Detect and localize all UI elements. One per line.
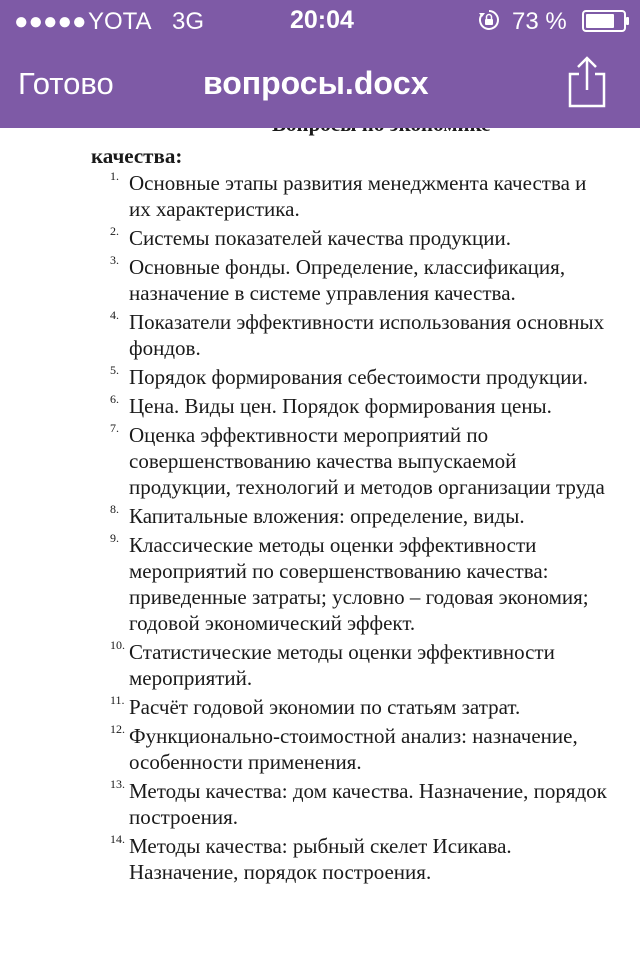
- list-item-text: Классические методы оценки эффективности мероприятий по совершенствованию качества: приведенные затраты; условно – годовая экономия; годовой экономический эффект.: [129, 533, 589, 635]
- status-bar: [0, 0, 640, 40]
- list-item-number: 6.: [110, 392, 119, 406]
- list-item-text: Статистические методы оценки эффективности мероприятий.: [129, 640, 555, 690]
- status-time: 20:04: [290, 6, 354, 34]
- list-item: [0, 225, 640, 251]
- list-item-number: 2.: [110, 224, 119, 238]
- list-item-text: Системы показателей качества продукции.: [129, 226, 511, 250]
- rotation-lock-icon: [478, 9, 500, 31]
- list-item-number: 8.: [110, 502, 119, 516]
- network-type: 3G: [172, 8, 205, 35]
- list-item-number: 12.: [110, 722, 125, 736]
- list-item-text: Методы качества: рыбный скелет Исикава. Назначение, порядок построения.: [129, 834, 512, 884]
- list-item-number: 11.: [110, 693, 125, 707]
- signal-strength-icon: ●●●●●: [14, 8, 87, 35]
- list-item-text: Показатели эффективности использования основных фондов.: [129, 310, 605, 360]
- list-item-number: 3.: [110, 253, 119, 267]
- list-item: [0, 170, 640, 222]
- list-item: [0, 503, 640, 529]
- battery-percentage: 73 %: [512, 8, 567, 35]
- list-item-text: Методы качества: дом качества. Назначение, порядок построения.: [129, 779, 607, 829]
- list-item-text: Функционально-стоимостной анализ: назначение, особенности применения.: [129, 724, 578, 774]
- list-item: [0, 309, 640, 361]
- list-item: [0, 778, 640, 830]
- carrier-name: YOTA: [88, 8, 152, 35]
- list-item: [0, 393, 640, 419]
- list-item: [0, 694, 640, 720]
- list-item: [0, 532, 640, 636]
- list-item-number: 1.: [110, 169, 119, 183]
- list-item: [0, 254, 640, 306]
- list-item-number: 7.: [110, 421, 119, 435]
- list-item: [0, 364, 640, 390]
- list-item-text: Цена. Виды цен. Порядок формирования цены.: [129, 394, 552, 418]
- battery-icon: [582, 10, 630, 32]
- document-title: вопросы.docx: [203, 65, 429, 101]
- list-item-text: Капитальные вложения: определение, виды.: [129, 504, 525, 528]
- navigation-bar: [0, 40, 640, 128]
- list-item-number: 5.: [110, 363, 119, 377]
- list-item-number: 14.: [110, 832, 125, 846]
- list-item-text: Оценка эффективности мероприятий по совершенствованию качества выпускаемой продукции, технологий и методов организации труда: [129, 423, 605, 499]
- list-item-text: Основные этапы развития менеджмента качества и их характеристика.: [129, 171, 587, 221]
- list-item: [0, 723, 640, 775]
- list-item-text: Основные фонды. Определение, классификация, назначение в системе управления качества.: [129, 255, 566, 305]
- list-item-number: 4.: [110, 308, 119, 322]
- list-item: [0, 833, 640, 885]
- list-item-number: 9.: [110, 531, 119, 545]
- list-item-number: 13.: [110, 777, 125, 791]
- list-item: [0, 422, 640, 500]
- document-heading-continuation: качества:: [91, 144, 183, 168]
- list-item-text: Порядок формирования себестоимости продукции.: [129, 365, 589, 389]
- done-button[interactable]: Готово: [18, 66, 114, 101]
- question-list: [0, 170, 640, 888]
- header: [0, 0, 640, 128]
- list-item: [0, 639, 640, 691]
- share-icon[interactable]: [566, 54, 608, 110]
- list-item-number: 10.: [110, 638, 125, 652]
- list-item-text: Расчёт годовой экономии по статьям затрат.: [129, 695, 521, 719]
